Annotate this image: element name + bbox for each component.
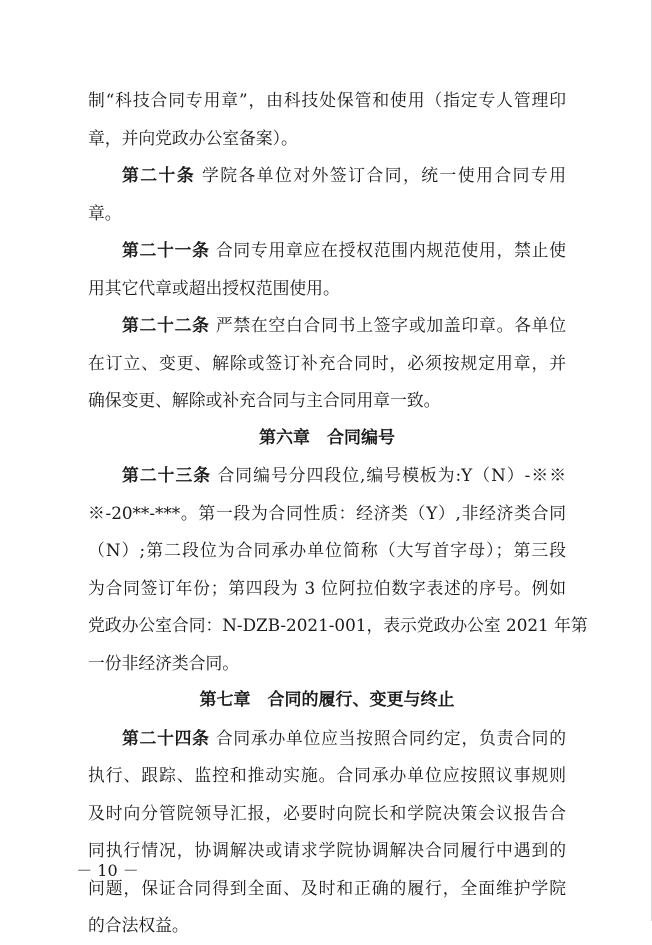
article-23-text: 合同编号分四段位,编号模板为:Y（N）-※※ — [211, 465, 566, 485]
text-line: 及时向分管院领导汇报，必要时向院长和学院决策会议报告合 — [88, 802, 566, 823]
article-22-label: 第二十二条 — [122, 315, 210, 335]
article-20-label: 第二十条 — [122, 165, 196, 185]
text-line: 章，并向党政办公室备案）。 — [88, 127, 298, 148]
text-line: 党政办公室合同：N-DZB-2021-001，表示党政办公室 2021 年第 — [88, 615, 588, 635]
text-line: 同执行情况，协调解决或请求学院协调解决合同履行中遇到的 — [88, 840, 566, 860]
article-23-label: 第二十三条 — [122, 465, 212, 485]
article-22-text: 严禁在空白合同书上签字或加盖印章。各单位 — [209, 315, 566, 335]
text-line: 章。 — [88, 202, 122, 223]
text-line: 一份非经济类合同。 — [88, 652, 240, 673]
article-21-text: 合同专用章应在授权范围内规范使用，禁止使 — [209, 240, 566, 260]
document-body — [88, 82, 588, 945]
text-line: （N）;第二段位为合同承办单位简称（大写首字母）；第三段 — [88, 540, 566, 560]
text-line: 的合法权益。 — [88, 915, 189, 935]
chapter-6-heading: 第六章 合同编号 — [259, 427, 395, 448]
text-line: 问题，保证合同得到全面、及时和正确的履行，全面维护学院 — [88, 877, 566, 898]
article-21-label: 第二十一条 — [122, 240, 210, 260]
page-number: － 10 － — [76, 861, 139, 880]
article-22-first-line — [88, 307, 566, 345]
text-line: 制“科技合同专用章”，由科技处保管和使用（指定专人管理印 — [88, 90, 566, 110]
article-24-first-line — [88, 720, 566, 758]
article-24-label: 第二十四条 — [122, 727, 210, 748]
text-line: 执行、跟踪、监控和推动实施。合同承办单位应按照议事规则 — [88, 765, 566, 785]
article-24-text: 合同承办单位应当按照合同约定，负责合同的 — [209, 727, 566, 748]
article-20-text: 学院各单位对外签订合同，统一使用合同专用 — [195, 165, 566, 185]
text-line: 确保变更、解除或补充合同与主合同用章一致。 — [88, 390, 441, 410]
text-line: 在订立、变更、解除或签订补充合同时，必须按规定用章，并 — [88, 352, 566, 373]
chapter-7-heading: 第七章 合同的履行、变更与终止 — [199, 690, 455, 710]
text-line: 用其它代章或超出授权范围使用。 — [88, 277, 340, 298]
article-23-first-line — [88, 457, 566, 495]
text-line: 为合同签订年份；第四段为 3 位阿拉伯数字表述的序号。例如 — [88, 577, 566, 598]
article-20-first-line — [88, 157, 566, 195]
text-line: ※-20**-***。第一段为合同性质：经济类（Y）,非经济类合同 — [88, 502, 566, 523]
article-21-first-line — [88, 232, 566, 270]
